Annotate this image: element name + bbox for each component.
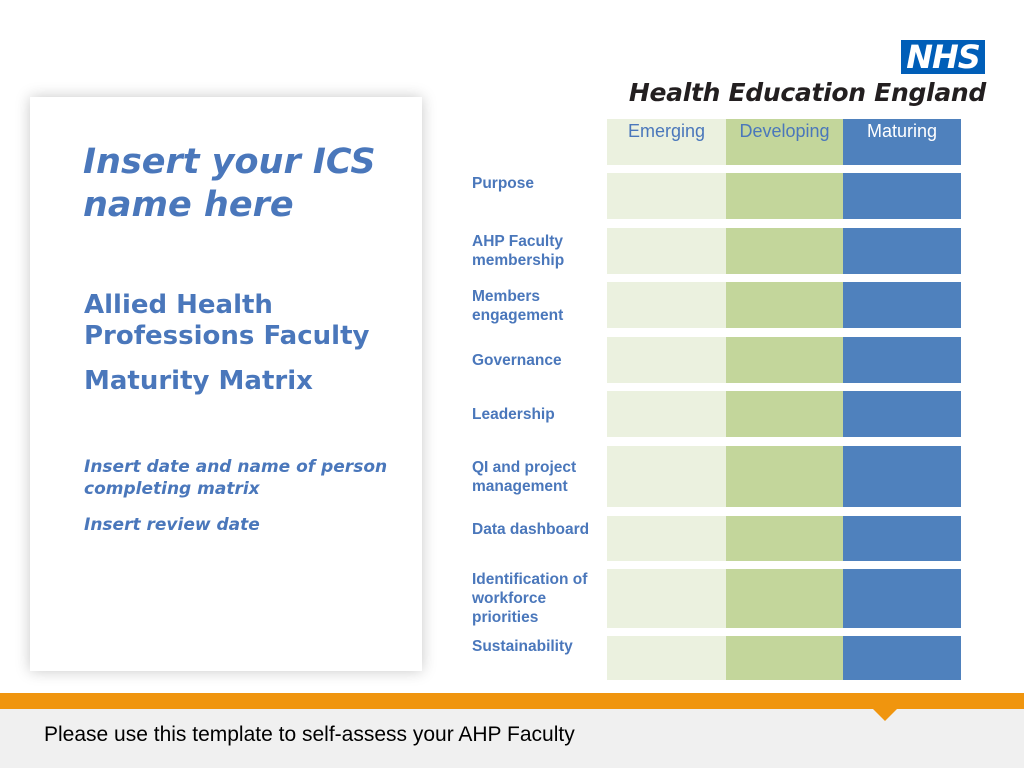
row-label-purpose: Purpose (472, 175, 535, 192)
footer-instruction: Please use this template to self-assess your AHP Faculty (44, 723, 575, 746)
cell-qi-project-maturing[interactable] (843, 446, 961, 507)
cell-qi-project-emerging[interactable] (607, 446, 726, 507)
ics-name-placeholder[interactable]: Insert your ICS name here (83, 142, 376, 225)
cell-leadership-maturing[interactable] (843, 391, 961, 437)
faculty-title: Allied Health Professions Faculty (84, 290, 370, 351)
column-header-developing: Developing (726, 119, 843, 165)
row-label-data-dashboard: Data dashboard (472, 521, 590, 538)
cell-engagement-maturing[interactable] (843, 282, 961, 328)
row-label-engagement: Members engagement (472, 288, 564, 324)
row-label-sustainability: Sustainability (472, 638, 573, 655)
review-date-placeholder[interactable]: Insert review date (84, 515, 260, 535)
cell-governance-maturing[interactable] (843, 337, 961, 383)
row-label-leadership: Leadership (472, 406, 555, 423)
cell-engagement-developing[interactable] (726, 282, 843, 328)
cell-purpose-developing[interactable] (726, 173, 843, 219)
row-label-qi-project: QI and project management (472, 459, 577, 495)
cell-sustainability-maturing[interactable] (843, 636, 961, 680)
cell-governance-emerging[interactable] (607, 337, 726, 383)
cell-workforce-developing[interactable] (726, 569, 843, 628)
cell-workforce-maturing[interactable] (843, 569, 961, 628)
matrix-title: Maturity Matrix (84, 366, 313, 396)
cell-sustainability-developing[interactable] (726, 636, 843, 680)
cell-governance-developing[interactable] (726, 337, 843, 383)
cell-membership-emerging[interactable] (607, 228, 726, 274)
cell-leadership-emerging[interactable] (607, 391, 726, 437)
cell-purpose-emerging[interactable] (607, 173, 726, 219)
footer-notch-shape (871, 707, 899, 721)
cell-data-dashboard-maturing[interactable] (843, 516, 961, 561)
cell-data-dashboard-developing[interactable] (726, 516, 843, 561)
title-card (30, 97, 422, 671)
cell-leadership-developing[interactable] (726, 391, 843, 437)
cell-membership-developing[interactable] (726, 228, 843, 274)
cell-workforce-emerging[interactable] (607, 569, 726, 628)
cell-data-dashboard-emerging[interactable] (607, 516, 726, 561)
nhs-logo: NHS (901, 40, 985, 74)
row-label-membership: AHP Faculty membership (472, 233, 565, 269)
row-label-workforce-priorities: Identification of workforce priorities (472, 571, 588, 626)
cell-qi-project-developing[interactable] (726, 446, 843, 507)
cell-purpose-maturing[interactable] (843, 173, 961, 219)
organisation-name: Health Education England (628, 78, 986, 107)
cell-membership-maturing[interactable] (843, 228, 961, 274)
cell-engagement-emerging[interactable] (607, 282, 726, 328)
column-header-emerging: Emerging (607, 119, 726, 165)
column-header-maturing: Maturing (843, 119, 961, 165)
row-label-governance: Governance (472, 352, 562, 369)
cell-sustainability-emerging[interactable] (607, 636, 726, 680)
date-name-placeholder[interactable]: Insert date and name of person completing matrix (84, 457, 388, 499)
